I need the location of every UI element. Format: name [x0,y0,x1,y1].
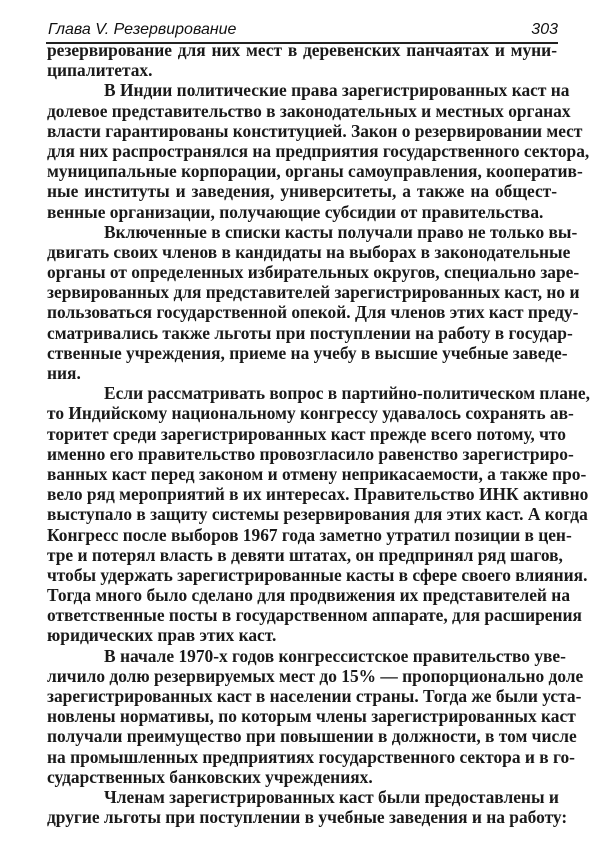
text-line: двигать своих членов в кандидаты на выборах в законодательные [47,241,571,262]
text-line: юридических прав этих каст. [47,625,277,646]
text-line: именно его правительство провозгласило равенство зарегистриро- [47,443,574,464]
text-line: резервирование для них мест в деревенских панчаятах и муни- [47,40,557,60]
text-line: зарегистрированных каст в населении страны. Тогда же были уста- [47,686,582,706]
text-line: Если рассматривать вопрос в партийно-политическом плане, [104,383,590,404]
text-line: выступало в защиту системы резервирования для этих каст. А когда [47,504,588,525]
paragraph [47,40,557,80]
text-line: ванных каст перед законом и отмену неприкасаемости, а также про- [47,463,587,484]
text-line: органы от определенных избирательных округов, специально заре- [47,262,580,283]
text-line: чтобы удержать зарегистрированные касты в сфере своего влияния. [47,564,588,585]
text-line: Конгресс после выборов 1967 года заметно утратил позиции в цен- [47,524,572,545]
text-line: ципалитетах. [47,60,153,81]
text-line: получали преимущество при повышении в должности, в том числе [47,726,577,747]
text-line: ния. [47,363,81,383]
text-line: сударственных банковских учреждениях. [47,766,373,787]
text-line: то Индийскому национальному конгрессу удавалось сохранять ав- [47,403,574,424]
text-line: Тогда много было сделано для продвижения их представителей на [47,585,571,606]
paragraph [47,80,590,222]
text-line: другие льготы при поступлении в учебные заведения и на работу: [47,807,568,828]
text-line: В начале 1970-х годов конгрессистское правительство уве- [104,645,566,666]
text-line: новлены нормативы, по которым члены зарегистрированных каст [47,706,576,727]
text-line: пользоваться государственной опекой. Для членов этих каст преду- [47,302,579,323]
page-number: 303 [531,21,558,38]
text-line: тре и потерял власть в девяти штатах, он предпринял ряд шагов, [47,544,563,565]
paragraph [47,383,590,646]
paragraph [47,786,568,828]
text-line: ответственные посты в государственном аппарате, для расширения [47,605,582,626]
text-line: зервированных для представителей зарегистрированных каст, но и [47,282,580,303]
text-line: венные организации, получающие субсидии от правительства. [47,201,544,222]
paragraph [47,221,580,384]
text-line: Включенные в списки касты получали право не только вы- [104,221,578,242]
text-line: ственные учреждения, приеме на учебу в высшие учебные заведе- [47,342,568,363]
page-body [47,40,590,828]
text-line: сматривались также льготы при поступлении на работу в государ- [47,322,573,343]
paragraph [47,645,584,787]
text-line: на промышленных предприятиях государственного сектора и в го- [47,746,575,767]
text-line: долевое представительство в законодательных и местных органах [47,100,571,121]
text-line: Членам зарегистрированных каст были предоставлены и [104,786,559,807]
text-line: личило долю резервируемых мест до 15% — пропорционально доле [47,665,584,686]
text-line: для них распространялся на предприятия государственного сектора, [47,140,590,161]
text-line: В Индии политические права зарегистрированных каст на [104,80,570,101]
text-line: вело ряд мероприятий в их интересах. Правительство ИНК активно [47,484,589,505]
text-line: ные институты и заведения, университеты, а также на общест- [47,181,557,202]
text-line: муниципальные корпорации, органы самоуправления, кооператив- [47,161,583,182]
text-line: власти гарантированы конституцией. Закон о резервировании мест [47,120,583,141]
chapter-title: Глава V. Резервирование [48,21,237,38]
text-line: торитет среди зарегистрированных каст прежде всего потому, что [47,423,566,444]
